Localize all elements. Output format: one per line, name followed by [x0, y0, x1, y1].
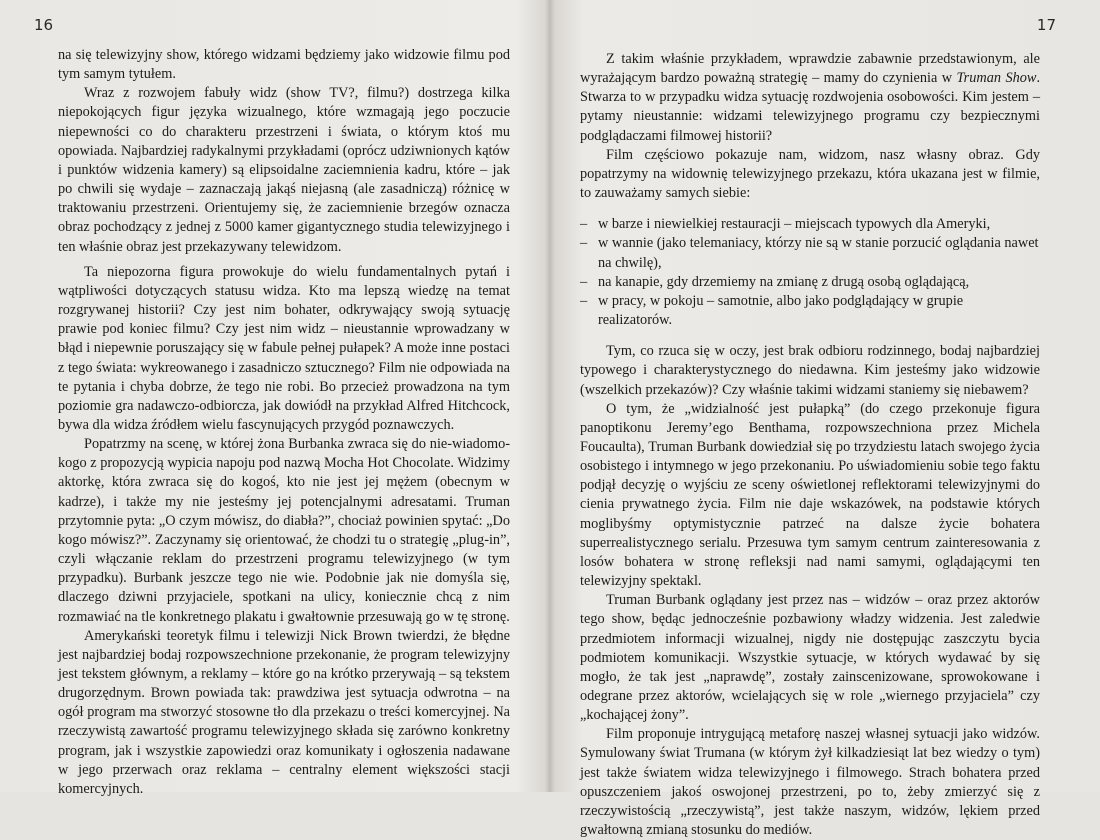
paragraph: Ta niepozorna figura prowokuje do wielu fundamentalnych pytań i wątpliwości dotyczących statusu widza. Kto ma lepszą wiedzę na temat rozgrywanej historii? Czy jest nim bohater, odkrywający swoją sytuację prawie pod koniec filmu? Czy jest nim widz – nieustannie wprowadzany w błąd i niepewnie poruszający się w fabule pełnej pułapek? A może inne postaci z tego świata: wykreowanego i zasadniczo sztucznego? Film nie odpowiada na te pytania i chyba dobrze, że tego nie robi. Bo przecież prowadzona na tym poziomie gra nadawczo-odbiorcza, jak dowiódł na przykład Alfred Hitchcock, bywa dla widza źródłem wielu fascynujących przygód poznawczych. — [58, 263, 510, 433]
paragraph — [580, 50, 1040, 146]
page-number-left: 16 — [34, 16, 54, 34]
paragraph: Film częściowo pokazuje nam, widzom, nasz własny obraz. Gdy popatrzymy na widownię telewizyjnego przekazu, która ukazana jest w filmie, to zauważamy samych siebie: — [580, 146, 1040, 202]
film-title: Truman Show — [956, 70, 1037, 87]
paragraph-text: Z takim właśnie przykładem, wprawdzie zabawnie przedstawionym, ale wyrażającym bardzo poważną strategię – mamy do czynienia w — [580, 51, 1040, 87]
right-page-body — [580, 50, 1040, 840]
list-item: – w wannie (jako telemaniacy, którzy nie są w stanie porzucić oglądania nawet na chwilę), — [580, 234, 1040, 272]
paragraph: Truman Burbank oglądany jest przez nas – widzów – oraz przez aktorów tego show, będąc jednocześnie pozbawiony władzy widzenia. Jest zaledwie przedmiotem informacji wizualnej, nigdy nie dostępując zaszczytu bycia podmiotem komunikacji. Wszystkie sytuacje, w których wydawać by się mogło, że tak jest „naprawdę”, zostały zainscenizowane, sprowokowane i odegrane przez aktorów, wcielających się w role „wiernego przyjaciela” czy „kochającej żony”. — [580, 592, 1040, 724]
right-page — [552, 0, 1100, 839]
page-number-right: 17 — [1036, 16, 1056, 34]
paragraph: na się telewizyjny show, którego widzami będziemy jako widzowie filmu pod tym samym tytułem. — [58, 47, 510, 83]
dash-list — [580, 215, 1040, 330]
paragraph: Tym, co rzuca się w oczy, jest brak odbioru rodzinnego, bodaj najbardziej typowego i charakterystycznego do niedawna. Kim jesteśmy jako widzowie (wszelkich przekazów)? Czy właśnie takimi widzami staniemy się niebawem? — [580, 343, 1040, 398]
paragraph: O tym, że „widzialność jest pułapką” (do czego przekonuje figura panoptikonu Jeremy’ego Benthama, rozpowszechniona przez Michela Foucaulta), Truman Burbank dowiedział się po trzydziestu latach swojego życia osobistego i intymnego w jego przekonaniu. Po uświadomieniu sobie tego faktu podjął decyzję o wyjściu ze sceny oświetlonej reflektorami telewizyjnymi do cienia prywatnego życia. Film nie daje wskazówek, na podstawie których moglibyśmy optymistycznie patrzeć na dalsze życie bohatera superrealistycznego serialu. Przesuwa tym samym centrum zainteresowania z losów bohatera w stronę refleksji nad nami samymi, oglądającymi ten telewizyjny spektakl. — [580, 400, 1040, 590]
left-page-body — [58, 46, 510, 799]
list-item: – w barze i niewielkiej restauracji – miejscach typowych dla Ameryki, — [580, 215, 1040, 234]
paragraph: Popatrzmy na scenę, w której żona Burbanka zwraca się do nie-wiadomo-kogo z propozycją wypicia napoju pod nazwą Mocha Hot Chocolate. Widzimy aktorkę, która zwraca się do kogoś, kto nie jest jej mężem (obecnym w kadrze), i także my nie jesteśmy jej potencjalnymi adresatami. Truman przytomnie pyta: „O czym mówisz, do diabła?”, chociaż powinien spytać: „Do kogo mówisz?”. Zaczynamy się orientować, że chodzi tu o strategię „plug-in”, czyli włączanie reklam do przestrzeni programu telewizyjnego (w tym przypadku). Burbank jeszcze tego nie wie. Podobnie jak nie domyśla się, dlaczego dziwni przyjaciele, spotkani na ulicy, koniecznie chcą z nim rozmawiać na tle konkretnego plakatu i gwałtownie przesuwają go w tę stronę. — [58, 436, 510, 625]
paragraph: Film proponuje intrygującą metaforę naszej własnej sytuacji jako widzów. Symulowany świat Trumana (w którym żył kilkadziesiąt lat bez wiedzy o tym) jest także światem widza telewizyjnego i filmowego. Strach bohatera przed opuszczeniem jakoś oswojonej przestrzeni, po to, żeby zmierzyć się z rzeczywistością „rzeczywistą”, jest także naszym, widzów, lękiem przed gwałtowną zmianą stosunku do mediów. — [580, 726, 1040, 839]
paragraph: Amerykański teoretyk filmu i telewizji Nick Brown twierdzi, że błędne jest najbardziej bodaj rozpowszechnione przekonanie, że program telewizyjny jest tekstem głównym, a reklamy – które go na krótko przerywają – są tekstem drugorzędnym. Brown powiada tak: prawdziwa jest sytuacja odwrotna – na ogół program ma stworzyć stosowne tło dla przekazu o treści komercyjnej. Na rzeczywistą zawartość programu telewizyjnego składa się zarówno konkretny program, jak i wszystkie zapowiedzi oraz komunikaty i ogłoszenia nadawane w jego przerwach oraz reklama – centralny element większości stacji komercyjnych. — [58, 627, 510, 797]
left-page — [0, 0, 548, 797]
paragraph-text: . Stwarza to w przypadku widza sytuację rozdwojenia osobowości. Kim jestem – pytamy nieustannie: widzami telewizyjnego programu czy bezpiecznymi podglądaczami filmowej historii? — [580, 70, 1041, 144]
list-item: – w pracy, w pokoju – samotnie, albo jako podglądający w grupie realizatorów. — [580, 292, 1040, 330]
paragraph: Wraz z rozwojem fabuły widz (show TV?, filmu?) dostrzega kilka niepokojących figur języka wizualnego, które wzmagają jego poczucie niepewności co do charakteru przestrzeni i świata, o którym ktoś mu opowiada. Najbardziej radykalnymi przykładami (oprócz udziwnionych kątów i punktów widzenia kamery) są elipsoidalne zaciemnienia kadru, które – jak po chwili się wydaje – zaznaczają jakąś niejasną (ale zasadniczą) różnicę w traktowaniu przestrzeni. Orientujemy się, że zaciemnienie brzegów oznacza obraz pochodzący z jednej z 5000 kamer gigantycznego studia telewizyjnego i ten właśnie obraz jest przekazywany telewidzom. — [58, 85, 510, 255]
list-item: – na kanapie, gdy drzemiemy na zmianę z drugą osobą oglądającą, — [580, 273, 1040, 292]
